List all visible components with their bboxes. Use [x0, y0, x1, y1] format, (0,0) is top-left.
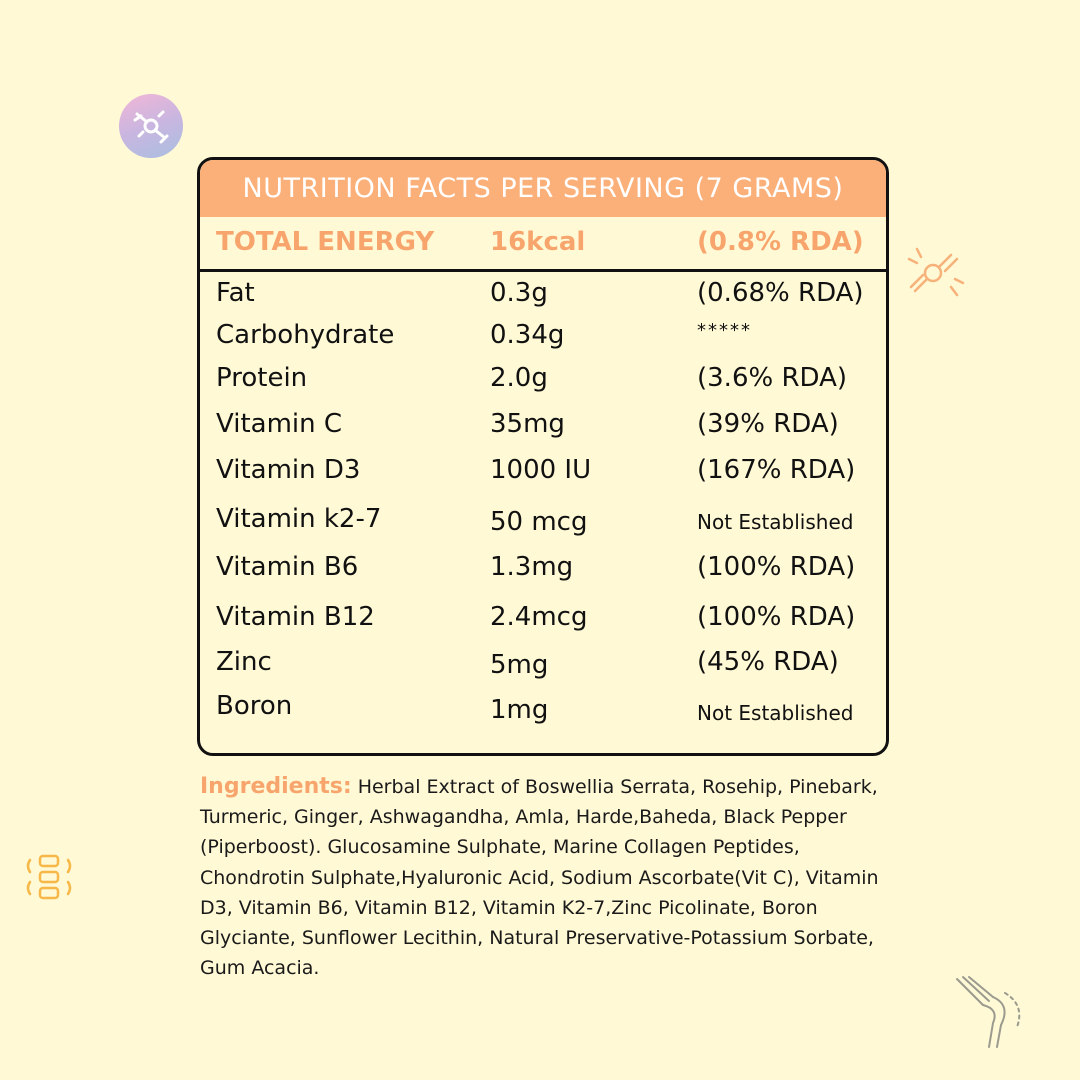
joint-badge	[119, 94, 183, 158]
energy-rda: (0.8% RDA)	[697, 227, 864, 257]
nutrient-rda: (100% RDA)	[697, 602, 856, 632]
nutrient-amount: 50 mcg	[490, 507, 588, 537]
nutrient-amount: 5mg	[490, 650, 549, 680]
spine-icon	[24, 852, 74, 902]
nutrient-rda: (167% RDA)	[697, 455, 856, 485]
nutrient-name: Vitamin B6	[216, 552, 359, 582]
nutrient-amount: 35mg	[490, 409, 565, 439]
nutrient-name: Protein	[216, 363, 308, 393]
nutrient-amount: 2.0g	[490, 363, 548, 393]
nutrient-name: Vitamin C	[216, 409, 343, 439]
energy-label: TOTAL ENERGY	[216, 227, 435, 257]
nutrient-rda: (45% RDA)	[697, 647, 839, 677]
nutrient-name: Boron	[216, 691, 293, 721]
nutrient-name: Vitamin k2-7	[216, 504, 382, 534]
nutrient-amount: 0.34g	[490, 320, 565, 350]
joint-icon	[129, 104, 173, 148]
nutrient-amount: 1000 IU	[490, 455, 592, 485]
nutrient-amount: 1mg	[490, 695, 549, 725]
nutrient-rda: (39% RDA)	[697, 409, 839, 439]
nutrient-name: Vitamin D3	[216, 455, 361, 485]
energy-amount: 16kcal	[490, 227, 586, 257]
nutrient-amount: 1.3mg	[490, 552, 574, 582]
nutrient-name: Carbohydrate	[216, 320, 395, 350]
nutrient-name: Fat	[216, 278, 255, 308]
ingredients-text: Herbal Extract of Boswellia Serrata, Rosehip, Pinebark, Turmeric, Ginger, Ashwagandha, Amla, Harde,Baheda, Black Pepper (Piperboost). Glucosamine Sulphate, Marine Collagen Peptides, Chondrotin Sulphate,Hyaluronic Acid, Sodium Ascorbate(Vit C), Vitamin D3, Vitamin B6, Vitamin B12, Vitamin K2-7,Zinc Picolinate, Boron Glyciante, Sunflower Lecithin, Natural Preservative-Potassium Sorbate, Gum Acacia.	[200, 776, 879, 980]
nutrition-facts-table	[197, 157, 889, 756]
nutrient-rda: Not Established	[697, 510, 854, 534]
nutrient-rda: (0.68% RDA)	[697, 278, 864, 308]
nutrient-name: Vitamin B12	[216, 602, 375, 632]
nutrient-amount: 0.3g	[490, 278, 548, 308]
nutrient-rda: (3.6% RDA)	[697, 363, 848, 393]
knee-icon	[953, 975, 1029, 1051]
joint-pain-icon	[905, 243, 967, 303]
nutrient-rda: Not Established	[697, 701, 854, 725]
nutrient-rda: *****	[697, 320, 752, 341]
nutrient-rda: (100% RDA)	[697, 552, 856, 582]
table-header: NUTRITION FACTS PER SERVING (7 GRAMS)	[200, 160, 886, 217]
nutrient-amount: 2.4mcg	[490, 602, 588, 632]
ingredients-paragraph	[200, 772, 900, 983]
ingredients-label: Ingredients:	[200, 774, 352, 799]
nutrient-name: Zinc	[216, 647, 272, 677]
total-energy-row	[200, 217, 886, 272]
